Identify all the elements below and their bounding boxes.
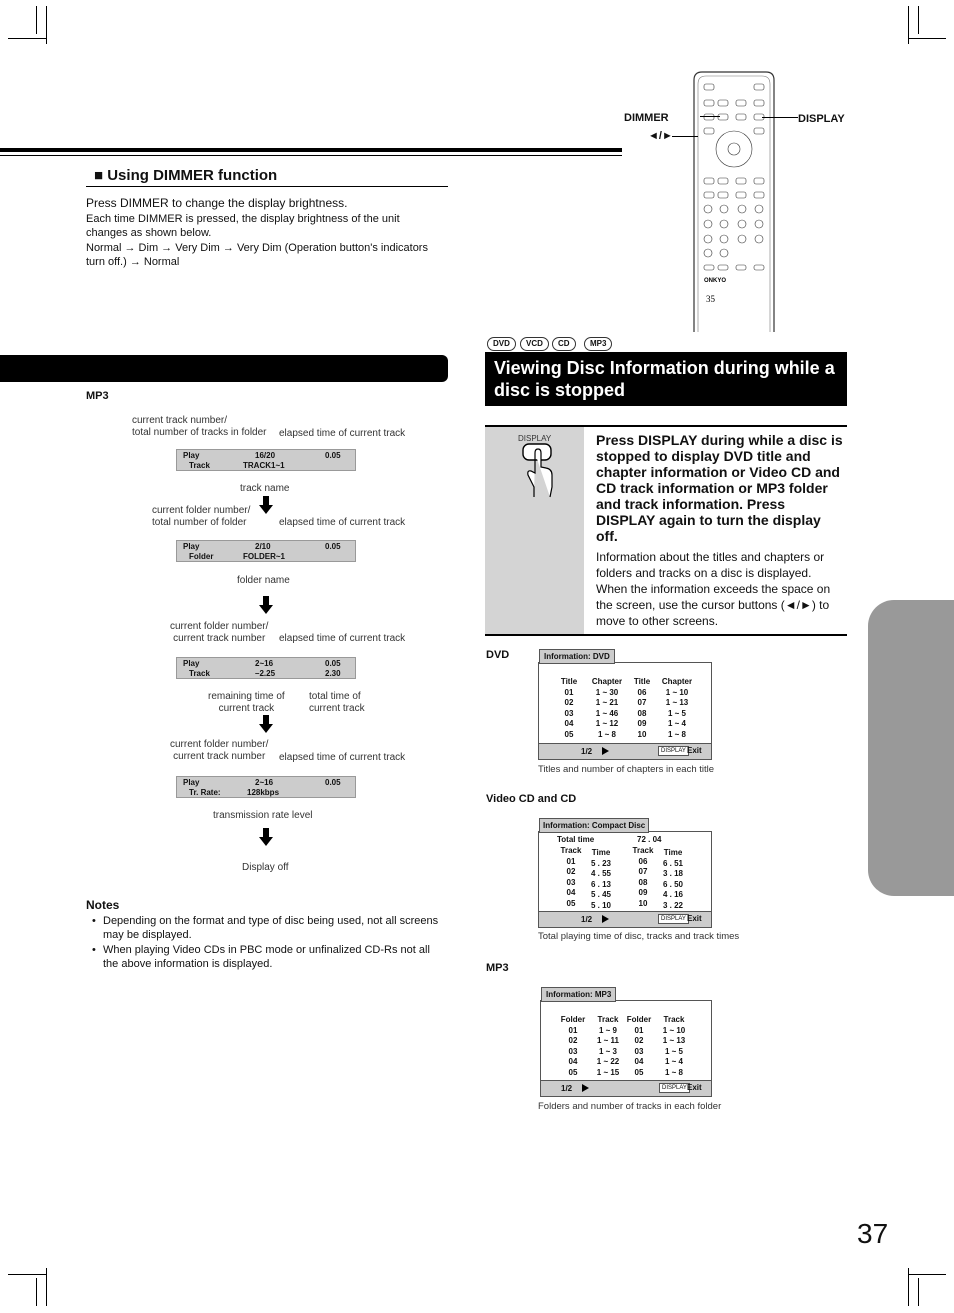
s2-label-right: elapsed time of current track [279, 517, 406, 528]
crop-mark [918, 6, 919, 34]
crop-mark [46, 6, 47, 44]
vcd-logo: VCD [520, 337, 549, 351]
next-arrow-icon[interactable] [602, 747, 609, 755]
dvd-info-footer [539, 743, 711, 759]
s4-below: transmission rate level [213, 810, 313, 821]
instruction-body: Information about the titles and chapters or folders and tracks on a disc is displayed. When the information exceeds the space on the screen, use the cursor buttons (◄/►) to move to other screens. [596, 550, 831, 628]
crop-mark [46, 1268, 47, 1306]
remote-control-illustration [692, 70, 776, 332]
mp3-logo: MP3 [584, 337, 612, 351]
top-rule-thin [0, 155, 622, 156]
page-number: 37 [857, 1218, 889, 1249]
s3-label-left: current folder number/ current track number [170, 621, 269, 644]
mp3-caption: Folders and number of tracks in each folder [538, 1101, 722, 1112]
dvd-col-4: Chapter 1 ~ 10 1 ~ 13 1 ~ 5 1 ~ 4 1 ~ 8 [661, 677, 693, 739]
dvd-col-2: Chapter 1 ~ 30 1 ~ 21 1 ~ 46 1 ~ 12 1 ~ 8 [591, 677, 623, 739]
chapter-side-tab [868, 600, 954, 896]
note-item: • Depending on the format and type of disc being used, not all screens may be displayed. [92, 915, 439, 941]
s2-label-left: current folder number/ total number of folder [152, 505, 251, 528]
dvd-label: DVD [486, 649, 510, 661]
mp3-display-rate: Play 2~16 0.05 Tr. Rate: 128kbps [176, 776, 356, 798]
page-title: Viewing Disc Information during while a disc is stopped [494, 358, 835, 400]
crop-mark [8, 1274, 46, 1275]
mp3-display-track: Play 16/20 0.05 Track TRACK1~1 [176, 449, 356, 471]
crop-mark [918, 1278, 919, 1306]
s4-label-left: current folder number/ current track number [170, 739, 269, 762]
s2-below: folder name [237, 575, 290, 586]
display-callout: DISPLAY [798, 113, 845, 125]
s4-label-right: elapsed time of current track [279, 752, 406, 763]
instruction-bottom-rule [485, 634, 847, 636]
s3-below-right: total time of current track [309, 691, 365, 714]
dvd-page: 1/2 [581, 747, 593, 756]
notes-heading: Notes [86, 898, 120, 912]
vcd-caption: Total playing time of disc, tracks and track times [538, 931, 740, 942]
remote-brand: ONKYO [704, 278, 727, 284]
exit-label[interactable]: Exit [687, 1083, 702, 1092]
dvd-info-screen [538, 652, 712, 760]
s1-label-right: elapsed time of current track [279, 428, 406, 439]
display-button[interactable]: DISPLAY [659, 1083, 690, 1093]
mp3-display-remaining: Play 2~16 0.05 Track –2.25 2.30 [176, 657, 356, 679]
mp3-col-1: Folder 01 02 03 04 05 [560, 1015, 586, 1077]
dimmer-body-2: Normal → Dim → Very Dim → Very Dim (Operation button's indicators turn off.) → Normal [86, 242, 428, 268]
down-arrow [259, 605, 273, 614]
mp3-flow-label: MP3 [86, 390, 109, 402]
down-arrow [259, 505, 273, 514]
mp3-col-2: Track 1 ~ 9 1 ~ 11 1 ~ 3 1 ~ 22 1 ~ 15 [596, 1015, 620, 1077]
section-bar [0, 355, 448, 382]
crop-mark [908, 1274, 946, 1275]
s1-label-left: current track number/ total number of tracks in folder [132, 415, 267, 438]
vcd-info-screen [538, 821, 712, 928]
mp3-page: 1/2 [561, 1084, 573, 1093]
crop-mark [908, 1268, 909, 1306]
s1-below: track name [240, 483, 290, 494]
top-rule [0, 148, 622, 152]
hand-press-icon [522, 443, 554, 498]
mp3-info-footer [541, 1080, 711, 1096]
mp3-display-folder: Play 2/10 0.05 Folder FOLDER~1 [176, 540, 356, 562]
s3-below-left: remaining time of current track [208, 691, 285, 714]
instruction-bold: Press DISPLAY during while a disc is stopped to display DVD title and chapter information or Video CD and CD track information or MP3 folder and track information. Press DISPLAY again to turn the display off. [596, 432, 843, 544]
exit-label[interactable]: Exit [687, 746, 702, 755]
vcd-col-3: Track 06 07 08 09 10 [632, 846, 654, 908]
display-button-label: DISPLAY [518, 434, 552, 443]
svg-text:35: 35 [706, 294, 715, 304]
note-item: • When playing Video CDs in PBC mode or unfinalized CD-Rs not all the above information is displayed. [92, 944, 430, 970]
dimmer-heading: ■ Using DIMMER function [94, 167, 278, 184]
down-arrow [259, 724, 273, 733]
crop-mark [36, 1278, 37, 1306]
dimmer-body-1: Each time DIMMER is pressed, the display brightness of the unit changes as shown below. [86, 213, 400, 239]
display-button[interactable]: DISPLAY [658, 746, 689, 756]
mp3-label: MP3 [486, 962, 509, 974]
vcd-info-tab: Information: Compact Disc [539, 818, 649, 833]
dvd-info-tab: Information: DVD [539, 649, 615, 664]
vcd-page: 1/2 [581, 915, 593, 924]
dimmer-leader-line [700, 116, 720, 117]
crop-mark [908, 38, 946, 39]
crop-mark [908, 6, 909, 44]
display-button[interactable]: DISPLAY [658, 914, 689, 924]
vcd-label: Video CD and CD [486, 793, 577, 805]
display-leader-line [762, 117, 798, 118]
dimmer-callout: DIMMER [624, 112, 669, 124]
dvd-col-3: Title 06 07 08 09 10 [633, 677, 651, 739]
crop-mark [8, 38, 46, 39]
vcd-col-1: Track 01 02 03 04 05 [560, 846, 582, 908]
notes-list [92, 914, 442, 971]
dvd-logo: DVD [487, 337, 516, 351]
vcd-col-4: Time 6 . 51 3 . 18 6 . 50 4 . 16 3 . 22 [662, 848, 683, 910]
dimmer-heading-rule [86, 186, 448, 187]
down-arrow [259, 837, 273, 846]
crop-mark [36, 6, 37, 34]
vcd-col-2: Time 5 . 23 4 . 55 6 . 13 5 . 45 5 . 10 [590, 848, 611, 910]
arrow-callout: ◄/► [648, 130, 673, 142]
display-off: Display off [242, 862, 289, 873]
cd-logo: CD [552, 337, 576, 351]
mp3-col-4: Track 1 ~ 10 1 ~ 13 1 ~ 5 1 ~ 4 1 ~ 8 [662, 1015, 686, 1077]
mp3-col-3: Folder 01 02 03 04 05 [626, 1015, 652, 1077]
exit-label[interactable]: Exit [687, 914, 702, 923]
next-arrow-icon[interactable] [602, 915, 609, 923]
mp3-info-tab: Information: MP3 [541, 987, 616, 1002]
vcd-info-footer [539, 911, 711, 927]
s3-label-right: elapsed time of current track [279, 633, 406, 644]
arrow-leader-line [672, 136, 698, 137]
next-arrow-icon[interactable] [582, 1084, 589, 1092]
dvd-caption: Titles and number of chapters in each title [538, 764, 715, 775]
total-time-label: Total time [557, 835, 595, 844]
total-time-value: 72 . 04 [637, 835, 662, 844]
dimmer-lead: Press DIMMER to change the display brightness. [86, 196, 348, 210]
mp3-info-screen [540, 990, 712, 1097]
dvd-col-1: Title 01 02 03 04 05 [560, 677, 578, 739]
